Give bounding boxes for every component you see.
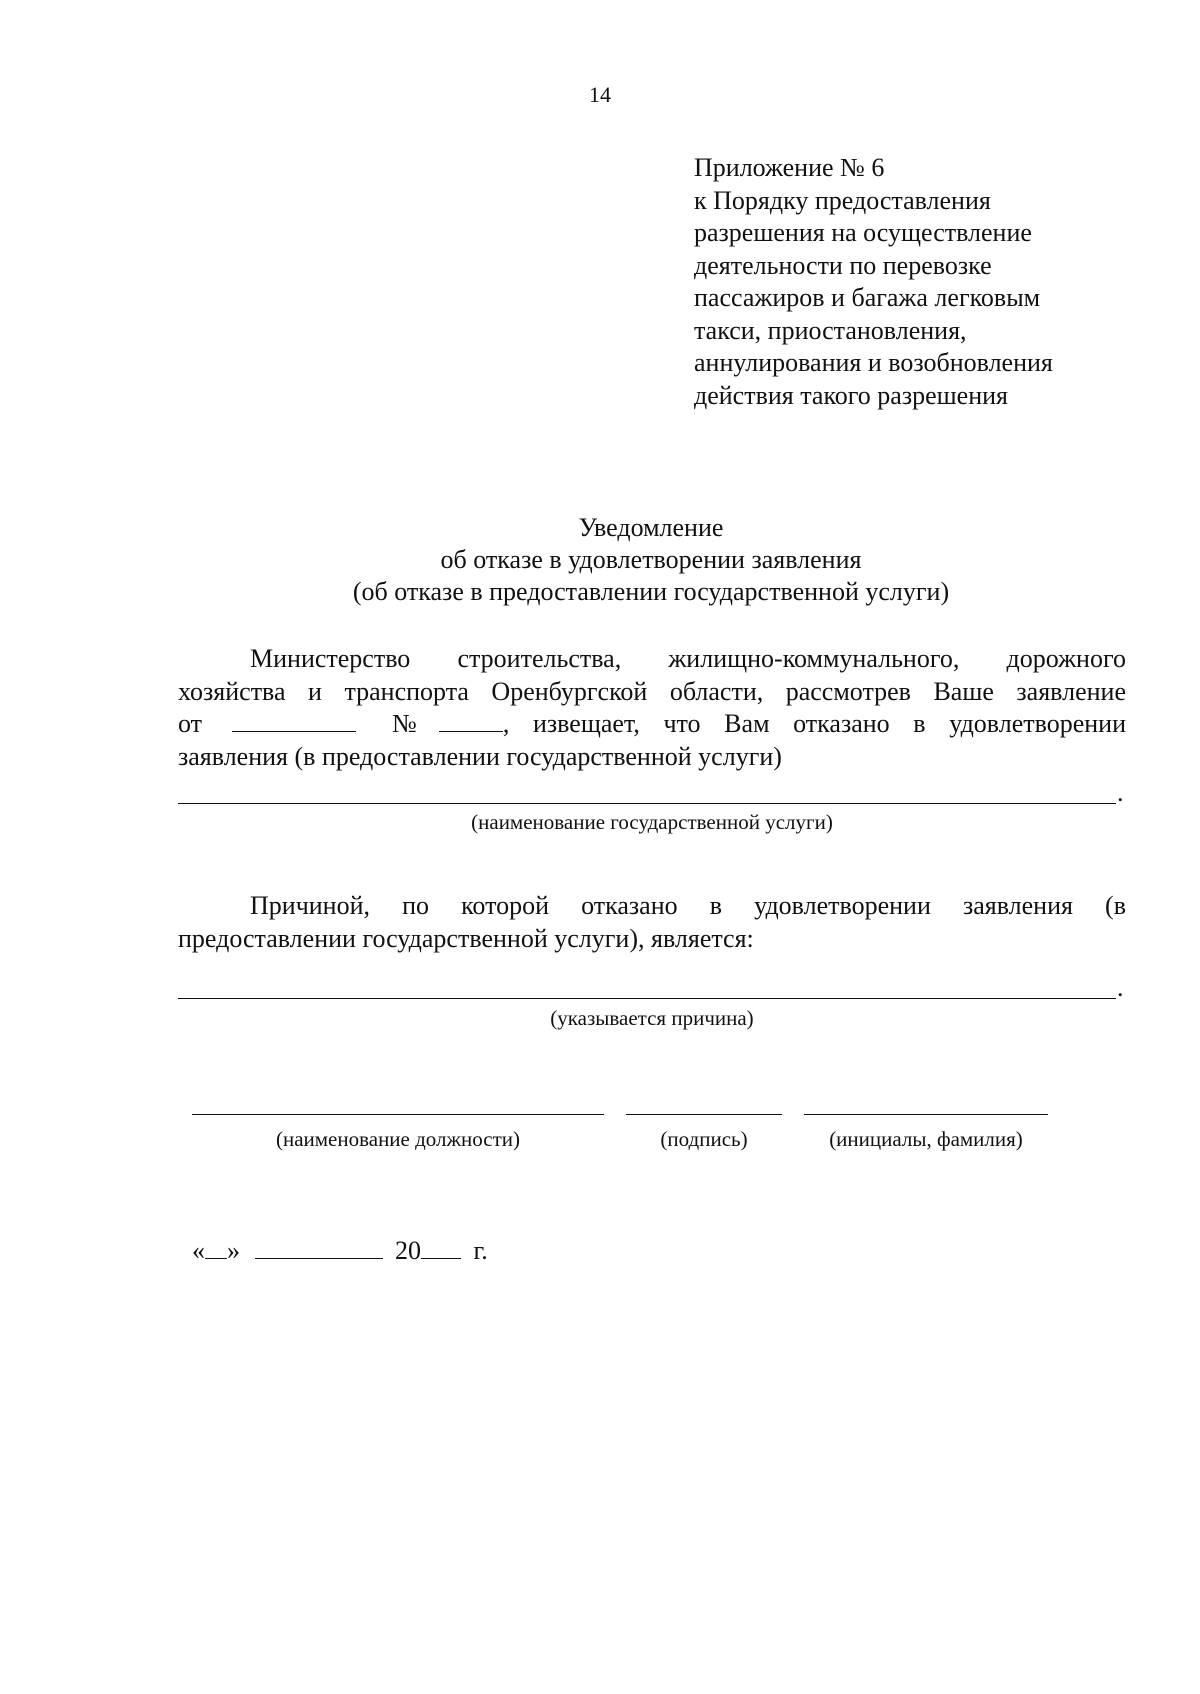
service-name-caption: (наименование государственной услуги) [471,810,833,834]
body-line-3-rest: , извещает, что Вам отказано в удовлетворении [502,709,1126,738]
document-title [0,512,1200,608]
body-line-4: заявления (в предоставлении государственной услуги) [178,741,782,771]
body-line-1: Министерство строительства, жилищно-коммунального, дорожного [250,644,1126,673]
appendix-line: действия такого разрешения [694,380,1008,410]
name-caption: (инициалы, фамилия) [829,1127,1023,1151]
position-field[interactable] [192,1114,604,1115]
name-field[interactable] [804,1114,1048,1115]
notice-paragraph [178,643,1126,773]
appendix-line: аннулирования и возобновления [694,348,1053,377]
appendix-line: пассажиров и багажа легковым [694,283,1041,312]
year-blank[interactable] [421,1236,461,1259]
reason-line-2: предоставлении государственной услуги), является: [178,923,754,953]
month-blank[interactable] [255,1236,383,1259]
reason-paragraph [178,890,1126,955]
period: . [1117,778,1124,807]
application-number-blank[interactable] [439,709,503,732]
body-line-3 [178,708,1126,741]
appendix-line: такси, приостановления, [694,315,967,345]
reason-caption: (указывается причина) [550,1006,754,1030]
appendix-line: деятельности по перевозке [694,250,992,280]
title-heading: Уведомление [578,513,724,542]
title-line-2: об отказе в удовлетворении заявления [440,545,862,574]
year-suffix: г. [473,1236,488,1265]
close-quote: » [227,1236,240,1265]
day-blank[interactable] [205,1236,227,1259]
position-caption: (наименование должности) [275,1127,521,1151]
application-date-blank[interactable] [232,709,356,732]
period: . [1117,973,1124,1002]
reason-field[interactable] [178,998,1116,999]
appendix-header [694,152,1053,412]
service-name-field[interactable] [178,803,1116,804]
appendix-line: Приложение № 6 [694,153,885,182]
title-line-3: (об отказе в предоставлении государственной услуги) [352,577,950,606]
number-sign: № [392,709,417,738]
body-line-2: хозяйства и транспорта Оренбургской области, рассмотрев Ваше заявление [178,676,1126,706]
from-label: от [178,709,203,738]
page-number: 14 [589,82,611,107]
appendix-line: к Порядку предоставления [694,185,991,215]
reason-line-1: Причиной, по которой отказано в удовлетворении заявления (в [250,891,1126,920]
appendix-line: разрешения на осуществление [694,218,1032,247]
date-line [192,1236,488,1266]
open-quote: « [192,1236,205,1265]
signature-caption: (подпись) [660,1127,748,1151]
year-prefix: 20 [395,1236,421,1265]
signature-field[interactable] [626,1114,782,1115]
